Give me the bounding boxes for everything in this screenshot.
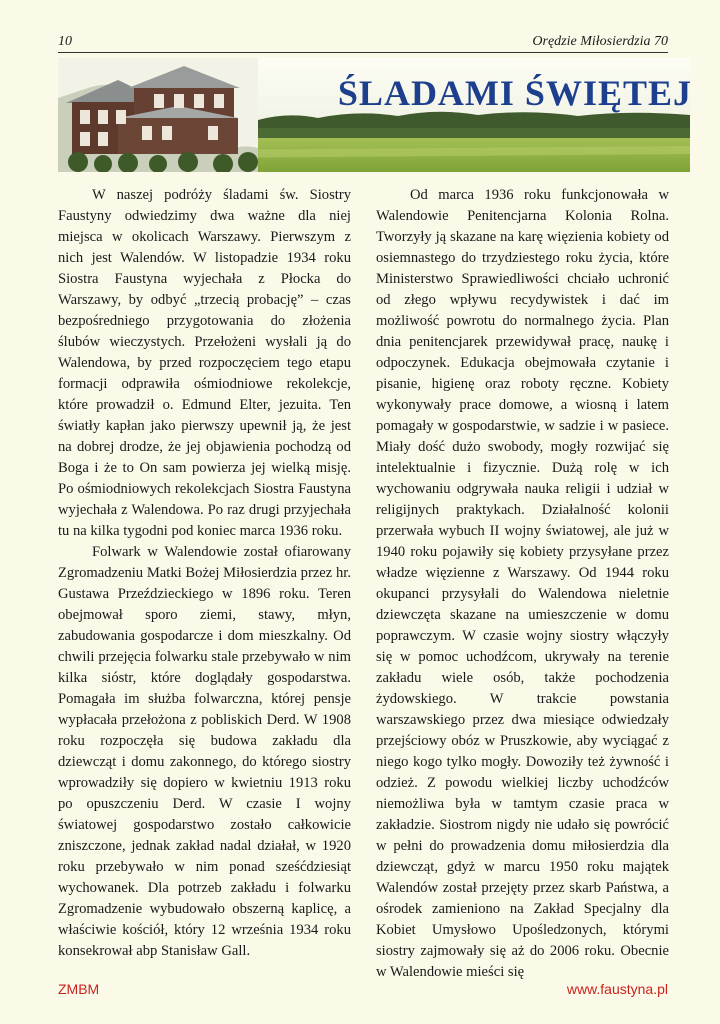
- header-rule: [58, 52, 668, 53]
- paragraph: Od marca 1936 roku funkcjonowała w Walendowie Penitencjarna Kolonia Rolna. Tworzyły ją skazane na karę więzienia kobiety od osiemnastego do trzydziestego roku życia, które Ministerstwo Sprawiedliwości chciało uchronić od złego wpływu recydywistek i dać im możliwość powrotu do normalnego życia. Plan dnia penitencjarek przewidywał pracę, naukę i odpoczynek. Edukacja obejmowała czytanie i pisanie, higienę oraz roboty ręczne. Kobiety wykonywały prace domowe, a wiosną i latem pomagały w gospodarstwie, w sadzie i w pasiece. Miały dość dużo swobody, mogły rozwijać się intelektualnie i fizycznie. Dużą rolę w ich wychowaniu odgrywała nauka religii i udział w religijnych praktykach. Działalność kolonii przerwała wybuch II wojny światowej, ale już w 1940 roku pojawiły się kobiety przysyłane przez władze więzienne z Warszawy. Od 1944 roku okupanci przysyłali do Walendowa nieletnie dziewczęta skazane na umieszczenie w domu poprawczym. W czasie wojny siostry włączyły się w pomoc uchodźcom, ukrywały na terenie zakładu wiele osób, także pochodzenia żydowskiego. W trakcie powstania warszawskiego przez dwa miesiące odwiedzały przejściowy obóz w Pruszkowie, aby wyciągać z niego kogo tylko mogły. Dowoziły też żywność i odzież. Z powodu wielkiej liczby uchodźców niemożliwa była w tamtym czasie praca w zakładzie. Siostrom nigdy nie udało się powrócić w pełni do prowadzenia domu miłosierdzia dla dziewcząt, gdyż w marcu 1950 roku majątek Walendów został przejęty przez skarb Państwa, a ośrodek zamieniono na Zakład Specjalny dla Kobiet Umysłowo Upośledzonych, którymi siostry zajmowały się aż do 2006 roku. Obecnie w Walendowie mieści się: [376, 187, 669, 980]
- left-column: [58, 185, 351, 962]
- footer-website-link[interactable]: www.faustyna.pl: [566, 981, 668, 997]
- paragraph: W naszej podróży śladami św. Siostry Faustyny odwiedzimy dwa ważne dla niej miejsca w okolicach Warszawy. Pierwszym z nich jest Walendów. W listopadzie 1934 roku Siostra Faustyna wyjechała z Płocka do Warszawy, by odbyć „trzecią probację” – czas bezpośredniego przygotowania do złożenia ślubów wieczystych. Przełożeni wysłali ją do Walendowa, by przed rozpoczęciem tego etapu formacji odprawiła ośmiodniowe rekolekcje, które prowadził o. Edmund Elter, jezuita. Ten światły kapłan jako pierwszy upewnił ją, że jest na dobrej drodze, że jej objawienia pochodzą od Boga i że to On sam powierza jej wielką misję. Po ośmiodniowych rekolekcjach Siostra Faustyna wyjechała z Walendowa. Po raz drugi przyjechała tu na kilka tygodni pod koniec marca 1936 roku.: [58, 187, 351, 539]
- right-column: [376, 185, 669, 983]
- paragraph: Folwark w Walendowie został ofiarowany Zgromadzeniu Matki Bożej Miłosierdzia przez hr. Gustawa Przeździeckiego w 1896 roku. Teren obejmował sporo ziemi, stawy, młyn, zabudowania gospodarcze i dom mieszkalny. Od chwili przejęcia folwarku stale przebywało w nim kilka sióstr, które doglądały gospodarstwa. Pomagała im służba folwarczna, której pensje wypłacała przełożona z pobliskich Derd. W 1908 roku rozpoczęła się budowa zakładu dla dziewcząt i domu zakonnego, do którego siostry wprowadziły się dopiero w kwietniu 1913 roku po opuszczeniu Derd. W czasie I wojny światowej gospodarstwo zostało całkowicie zniszczone, jednak zakład nadal działał, w 1920 roku przebywało w nim ponad sześćdziesiąt wychowanek. Dla potrzeb zakładu i folwarku Zgromadzenie wybudowało obszerną kaplicę, a właściwie kościół, który 12 września 1934 roku konsekrował abp Stanisław Gall.: [58, 544, 351, 959]
- article-title: ŚLADAMI ŚWIĘTEJ: [337, 73, 692, 113]
- footer-publisher: ZMBM: [58, 981, 100, 997]
- page-number: 10: [58, 34, 72, 49]
- magazine-title: Orędzie Miłosierdzia 70: [532, 34, 668, 49]
